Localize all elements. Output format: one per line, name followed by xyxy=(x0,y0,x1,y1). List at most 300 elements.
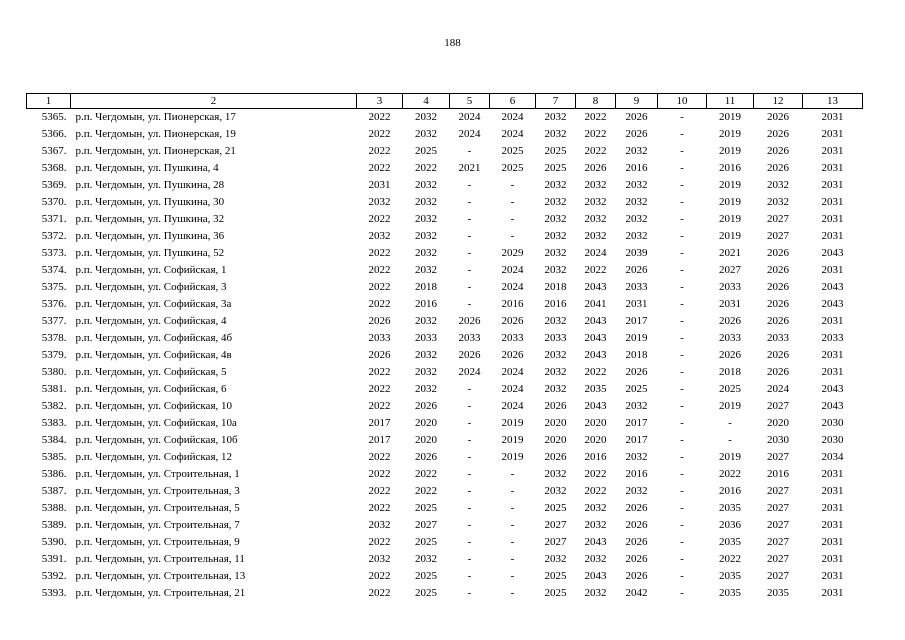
row-number: 5378. xyxy=(41,332,67,344)
year-cell: 2027 xyxy=(767,553,789,565)
column-header-6: 6 xyxy=(490,94,536,109)
year-cell: 2019 xyxy=(719,128,741,140)
column-header-12: 12 xyxy=(754,94,803,109)
year-cell: 2022 xyxy=(368,366,391,378)
year-cell: 2026 xyxy=(625,536,648,548)
year-cell: - xyxy=(728,434,732,446)
year-cell: 2032 xyxy=(584,230,607,242)
year-cell: 2017 xyxy=(368,417,391,429)
year-cell: 2031 xyxy=(821,264,844,276)
year-cell: 2032 xyxy=(415,213,437,225)
row-number: 5386. xyxy=(41,468,67,480)
year-cell: 2024 xyxy=(584,247,607,259)
address-cell: р.п. Чегдомын, ул. Строительная, 11 xyxy=(75,553,245,565)
year-cell: 2032 xyxy=(544,196,567,208)
year-cell: 2016 xyxy=(719,485,741,497)
year-cell: 2031 xyxy=(821,111,844,123)
column-header-2: 2 xyxy=(71,94,357,109)
year-cell: 2033 xyxy=(501,332,524,344)
year-cell: - xyxy=(680,383,684,395)
year-cell: - xyxy=(467,213,472,225)
table-row xyxy=(27,228,863,245)
year-cell: 2022 xyxy=(415,162,437,174)
year-cell: - xyxy=(467,247,472,259)
year-cell: 2032 xyxy=(584,213,607,225)
year-cell: 2020 xyxy=(544,434,567,446)
year-cell: - xyxy=(467,587,472,599)
year-cell: 2026 xyxy=(625,519,648,531)
year-cell: 2022 xyxy=(368,400,391,412)
year-cell: - xyxy=(680,196,684,208)
year-cell: - xyxy=(467,570,472,582)
year-cell: - xyxy=(680,587,684,599)
year-cell: 2019 xyxy=(501,434,524,446)
year-cell: 2022 xyxy=(368,264,391,276)
year-cell: 2020 xyxy=(415,417,437,429)
address-cell: р.п. Чегдомын, ул. Строительная, 3 xyxy=(75,485,240,497)
year-cell: 2026 xyxy=(625,553,648,565)
year-cell: 2043 xyxy=(821,383,844,395)
year-cell: 2024 xyxy=(767,383,789,395)
year-cell: 2017 xyxy=(368,434,391,446)
year-cell: 2032 xyxy=(544,111,567,123)
year-cell: - xyxy=(680,264,684,276)
address-cell: р.п. Чегдомын, ул. Пионерская, 17 xyxy=(75,111,236,123)
year-cell: 2031 xyxy=(821,145,844,157)
year-cell: 2031 xyxy=(821,196,844,208)
year-cell: - xyxy=(510,468,515,480)
year-cell: - xyxy=(510,536,515,548)
address-cell: р.п. Чегдомын, ул. Софийская, 1 xyxy=(75,264,227,276)
year-cell: 2027 xyxy=(767,519,789,531)
year-cell: 2022 xyxy=(368,162,391,174)
year-cell: - xyxy=(510,196,515,208)
year-cell: 2022 xyxy=(368,383,391,395)
year-cell: - xyxy=(510,570,515,582)
year-cell: 2026 xyxy=(625,502,648,514)
year-cell: - xyxy=(467,536,472,548)
year-cell: 2016 xyxy=(415,298,437,310)
year-cell: 2031 xyxy=(821,128,844,140)
year-cell: 2027 xyxy=(767,485,789,497)
year-cell: 2022 xyxy=(368,587,391,599)
year-cell: 2032 xyxy=(625,230,648,242)
row-number: 5369. xyxy=(41,179,67,191)
year-cell: 2034 xyxy=(821,451,844,463)
year-cell: 2032 xyxy=(584,519,607,531)
year-cell: 2022 xyxy=(584,366,607,378)
year-cell: 2024 xyxy=(501,128,524,140)
year-cell: - xyxy=(680,366,684,378)
year-cell: 2022 xyxy=(368,468,391,480)
year-cell: 2032 xyxy=(625,145,648,157)
year-cell: 2026 xyxy=(544,451,567,463)
year-cell: 2026 xyxy=(767,349,789,361)
year-cell: 2024 xyxy=(501,400,524,412)
table-header xyxy=(27,94,863,109)
table-row xyxy=(27,398,863,415)
year-cell: - xyxy=(467,502,472,514)
year-cell: 2032 xyxy=(584,196,607,208)
table-row xyxy=(27,313,863,330)
year-cell: - xyxy=(680,162,684,174)
year-cell: 2017 xyxy=(625,315,648,327)
year-cell: 2032 xyxy=(415,553,437,565)
year-cell: 2031 xyxy=(821,213,844,225)
year-cell: 2025 xyxy=(625,383,648,395)
year-cell: 2032 xyxy=(415,111,437,123)
row-number: 5389. xyxy=(41,519,67,531)
year-cell: 2022 xyxy=(584,128,607,140)
year-cell: - xyxy=(680,281,684,293)
row-number: 5388. xyxy=(41,502,67,514)
address-cell: р.п. Чегдомын, ул. Строительная, 7 xyxy=(75,519,240,531)
address-cell: р.п. Чегдомын, ул. Софийская, 4б xyxy=(75,332,233,344)
year-cell: 2019 xyxy=(719,400,741,412)
year-cell: 2031 xyxy=(821,468,844,480)
year-cell: 2026 xyxy=(368,349,391,361)
row-number: 5381. xyxy=(41,383,67,395)
year-cell: 2016 xyxy=(625,162,648,174)
year-cell: 2032 xyxy=(415,179,437,191)
year-cell: 2043 xyxy=(821,400,844,412)
table-row xyxy=(27,211,863,228)
year-cell: 2032 xyxy=(544,230,567,242)
year-cell: 2031 xyxy=(821,366,844,378)
year-cell: 2026 xyxy=(767,366,789,378)
year-cell: - xyxy=(680,230,684,242)
table-row xyxy=(27,449,863,466)
row-number: 5375. xyxy=(41,281,67,293)
address-cell: р.п. Чегдомын, ул. Софийская, 4 xyxy=(75,315,227,327)
year-cell: 2022 xyxy=(584,145,607,157)
year-cell: 2022 xyxy=(368,451,391,463)
year-cell: 2035 xyxy=(719,536,741,548)
year-cell: - xyxy=(467,434,472,446)
year-cell: 2019 xyxy=(719,451,741,463)
year-cell: - xyxy=(510,519,515,531)
year-cell: 2025 xyxy=(415,145,437,157)
year-cell: - xyxy=(467,230,472,242)
year-cell: - xyxy=(467,264,472,276)
year-cell: 2019 xyxy=(719,179,741,191)
column-header-9: 9 xyxy=(616,94,658,109)
year-cell: 2041 xyxy=(584,298,607,310)
year-cell: 2032 xyxy=(625,400,648,412)
year-cell: - xyxy=(680,468,684,480)
year-cell: - xyxy=(680,570,684,582)
row-number: 5367. xyxy=(41,145,67,157)
year-cell: 2035 xyxy=(719,587,741,599)
year-cell: 2020 xyxy=(584,434,607,446)
year-cell: 2033 xyxy=(368,332,391,344)
year-cell: 2022 xyxy=(415,485,437,497)
year-cell: 2022 xyxy=(719,553,741,565)
year-cell: 2032 xyxy=(625,196,648,208)
year-cell: 2031 xyxy=(821,485,844,497)
year-cell: 2019 xyxy=(501,451,524,463)
column-header-8: 8 xyxy=(576,94,616,109)
year-cell: 2032 xyxy=(544,247,567,259)
year-cell: 2031 xyxy=(821,587,844,599)
year-cell: 2032 xyxy=(368,230,391,242)
year-cell: 2043 xyxy=(584,536,607,548)
address-cell: р.п. Чегдомын, ул. Пушкина, 28 xyxy=(75,179,225,191)
year-cell: 2031 xyxy=(821,553,844,565)
year-cell: - xyxy=(467,298,472,310)
year-cell: - xyxy=(680,434,684,446)
address-cell: р.п. Чегдомын, ул. Пушкина, 4 xyxy=(75,162,219,174)
year-cell: - xyxy=(467,196,472,208)
year-cell: 2032 xyxy=(415,366,437,378)
table-row xyxy=(27,381,863,398)
year-cell: 2031 xyxy=(625,298,648,310)
year-cell: 2027 xyxy=(767,502,789,514)
address-cell: р.п. Чегдомын, ул. Строительная, 1 xyxy=(75,468,240,480)
year-cell: - xyxy=(510,502,515,514)
year-cell: 2026 xyxy=(501,349,524,361)
year-cell: 2022 xyxy=(368,213,391,225)
year-cell: 2025 xyxy=(415,587,437,599)
year-cell: 2026 xyxy=(544,400,567,412)
year-cell: 2017 xyxy=(625,434,648,446)
year-cell: 2025 xyxy=(719,383,741,395)
table-row xyxy=(27,330,863,347)
year-cell: 2021 xyxy=(458,162,481,174)
year-cell: 2026 xyxy=(501,315,524,327)
year-cell: - xyxy=(467,281,472,293)
year-cell: 2032 xyxy=(415,230,437,242)
year-cell: 2032 xyxy=(544,128,567,140)
year-cell: - xyxy=(467,519,472,531)
year-cell: 2026 xyxy=(368,315,391,327)
year-cell: 2020 xyxy=(415,434,437,446)
year-cell: - xyxy=(680,400,684,412)
year-cell: - xyxy=(467,400,472,412)
year-cell: 2027 xyxy=(767,536,789,548)
year-cell: 2022 xyxy=(368,111,391,123)
year-cell: 2026 xyxy=(625,570,648,582)
year-cell: - xyxy=(680,451,684,463)
year-cell: 2027 xyxy=(767,570,789,582)
row-number: 5373. xyxy=(41,247,67,259)
address-cell: р.п. Чегдомын, ул. Софийская, 3 xyxy=(75,281,227,293)
year-cell: 2032 xyxy=(415,349,437,361)
address-cell: р.п. Чегдомын, ул. Строительная, 5 xyxy=(75,502,240,514)
year-cell: 2019 xyxy=(719,230,741,242)
year-cell: 2042 xyxy=(625,587,648,599)
year-cell: 2026 xyxy=(415,451,437,463)
year-cell: 2032 xyxy=(544,485,567,497)
table-row xyxy=(27,143,863,160)
year-cell: 2025 xyxy=(544,570,567,582)
year-cell: 2017 xyxy=(625,417,648,429)
table-body xyxy=(27,109,863,603)
year-cell: 2025 xyxy=(501,162,524,174)
year-cell: 2043 xyxy=(584,570,607,582)
year-cell: 2016 xyxy=(625,468,648,480)
year-cell: 2026 xyxy=(767,128,789,140)
year-cell: 2022 xyxy=(719,468,741,480)
year-cell: - xyxy=(467,383,472,395)
table-row xyxy=(27,109,863,127)
year-cell: 2024 xyxy=(458,111,481,123)
year-cell: 2031 xyxy=(719,298,741,310)
year-cell: 2031 xyxy=(821,502,844,514)
year-cell: 2019 xyxy=(501,417,524,429)
year-cell: 2024 xyxy=(501,281,524,293)
year-cell: 2019 xyxy=(719,196,741,208)
year-cell: 2032 xyxy=(544,553,567,565)
year-cell: 2043 xyxy=(584,315,607,327)
year-cell: 2026 xyxy=(767,315,789,327)
year-cell: 2026 xyxy=(767,111,789,123)
address-cell: р.п. Чегдомын, ул. Строительная, 9 xyxy=(75,536,240,548)
row-number: 5391. xyxy=(41,553,67,565)
year-cell: 2018 xyxy=(719,366,741,378)
year-cell: 2030 xyxy=(821,417,844,429)
year-cell: 2019 xyxy=(719,213,741,225)
year-cell: - xyxy=(680,332,684,344)
year-cell: - xyxy=(680,485,684,497)
year-cell: 2032 xyxy=(767,179,789,191)
year-cell: 2018 xyxy=(415,281,437,293)
year-cell: 2022 xyxy=(368,536,391,548)
address-cell: р.п. Чегдомын, ул. Софийская, 12 xyxy=(75,451,233,463)
row-number: 5387. xyxy=(41,485,67,497)
year-cell: - xyxy=(728,417,732,429)
year-cell: 2025 xyxy=(544,502,567,514)
row-number: 5380. xyxy=(41,366,67,378)
row-number: 5390. xyxy=(41,536,67,548)
column-header-1: 1 xyxy=(27,94,71,109)
year-cell: 2027 xyxy=(767,451,789,463)
year-cell: 2032 xyxy=(415,247,437,259)
table-row xyxy=(27,500,863,517)
year-cell: 2027 xyxy=(415,519,437,531)
address-cell: р.п. Чегдомын, ул. Пионерская, 19 xyxy=(75,128,236,140)
year-cell: 2032 xyxy=(368,519,391,531)
year-cell: 2031 xyxy=(821,315,844,327)
year-cell: 2019 xyxy=(719,145,741,157)
year-cell: 2035 xyxy=(767,587,789,599)
year-cell: 2031 xyxy=(821,519,844,531)
year-cell: 2020 xyxy=(767,417,789,429)
address-cell: р.п. Чегдомын, ул. Строительная, 21 xyxy=(75,587,246,599)
year-cell: 2016 xyxy=(719,162,741,174)
year-cell: 2032 xyxy=(584,502,607,514)
column-header-11: 11 xyxy=(707,94,754,109)
year-cell: - xyxy=(680,111,684,123)
year-cell: 2032 xyxy=(415,196,437,208)
table-row xyxy=(27,262,863,279)
year-cell: 2033 xyxy=(719,281,741,293)
address-cell: р.п. Чегдомын, ул. Софийская, 10б xyxy=(75,434,238,446)
row-number: 5392. xyxy=(41,570,67,582)
year-cell: 2024 xyxy=(458,366,481,378)
year-cell: 2019 xyxy=(625,332,648,344)
header-row xyxy=(27,94,863,109)
year-cell: - xyxy=(680,519,684,531)
year-cell: 2043 xyxy=(584,332,607,344)
address-cell: р.п. Чегдомын, ул. Софийская, 4в xyxy=(75,349,232,361)
year-cell: 2031 xyxy=(821,570,844,582)
address-cell: р.п. Чегдомын, ул. Софийская, 10 xyxy=(75,400,233,412)
year-cell: 2026 xyxy=(458,315,481,327)
year-cell: 2022 xyxy=(584,264,607,276)
year-cell: 2022 xyxy=(368,298,391,310)
year-cell: 2018 xyxy=(625,349,648,361)
table-row xyxy=(27,483,863,500)
year-cell: 2032 xyxy=(544,468,567,480)
address-cell: р.п. Чегдомын, ул. Пушкина, 36 xyxy=(75,230,225,242)
year-cell: 2026 xyxy=(415,400,437,412)
row-number: 5377. xyxy=(41,315,67,327)
year-cell: 2032 xyxy=(415,264,437,276)
year-cell: - xyxy=(510,230,515,242)
year-cell: 2032 xyxy=(544,264,567,276)
address-cell: р.п. Чегдомын, ул. Софийская, 10а xyxy=(75,417,237,429)
year-cell: 2022 xyxy=(368,281,391,293)
row-number: 5384. xyxy=(41,434,67,446)
year-cell: 2024 xyxy=(501,383,524,395)
year-cell: 2026 xyxy=(584,162,607,174)
year-cell: 2032 xyxy=(544,383,567,395)
table-row xyxy=(27,432,863,449)
year-cell: 2024 xyxy=(458,128,481,140)
year-cell: 2026 xyxy=(767,247,789,259)
year-cell: 2043 xyxy=(821,281,844,293)
table-row xyxy=(27,347,863,364)
year-cell: 2032 xyxy=(767,196,789,208)
year-cell: 2043 xyxy=(821,247,844,259)
year-cell: 2022 xyxy=(584,111,607,123)
row-number: 5368. xyxy=(41,162,67,174)
table-row xyxy=(27,245,863,262)
address-cell: р.п. Чегдомын, ул. Строительная, 13 xyxy=(75,570,246,582)
year-cell: - xyxy=(510,213,515,225)
year-cell: 2022 xyxy=(368,247,391,259)
year-cell: - xyxy=(680,502,684,514)
row-number: 5366. xyxy=(41,128,67,140)
year-cell: 2043 xyxy=(584,281,607,293)
address-cell: р.п. Чегдомын, ул. Софийская, 5 xyxy=(75,366,227,378)
year-cell: - xyxy=(680,536,684,548)
year-cell: 2016 xyxy=(544,298,567,310)
year-cell: 2026 xyxy=(458,349,481,361)
year-cell: 2031 xyxy=(821,536,844,548)
row-number: 5372. xyxy=(41,230,67,242)
year-cell: 2026 xyxy=(625,366,648,378)
table-row xyxy=(27,194,863,211)
year-cell: 2022 xyxy=(368,128,391,140)
table-row xyxy=(27,364,863,381)
year-cell: 2026 xyxy=(625,111,648,123)
year-cell: 2032 xyxy=(584,587,607,599)
page-number: 188 xyxy=(444,37,461,49)
year-cell: 2031 xyxy=(368,179,391,191)
year-cell: 2043 xyxy=(584,349,607,361)
column-header-3: 3 xyxy=(357,94,403,109)
year-cell: - xyxy=(510,179,515,191)
year-cell: 2032 xyxy=(625,213,648,225)
year-cell: - xyxy=(680,315,684,327)
year-cell: 2026 xyxy=(719,349,741,361)
year-cell: 2025 xyxy=(415,536,437,548)
year-cell: 2029 xyxy=(501,247,524,259)
year-cell: 2035 xyxy=(584,383,607,395)
year-cell: 2027 xyxy=(767,213,789,225)
